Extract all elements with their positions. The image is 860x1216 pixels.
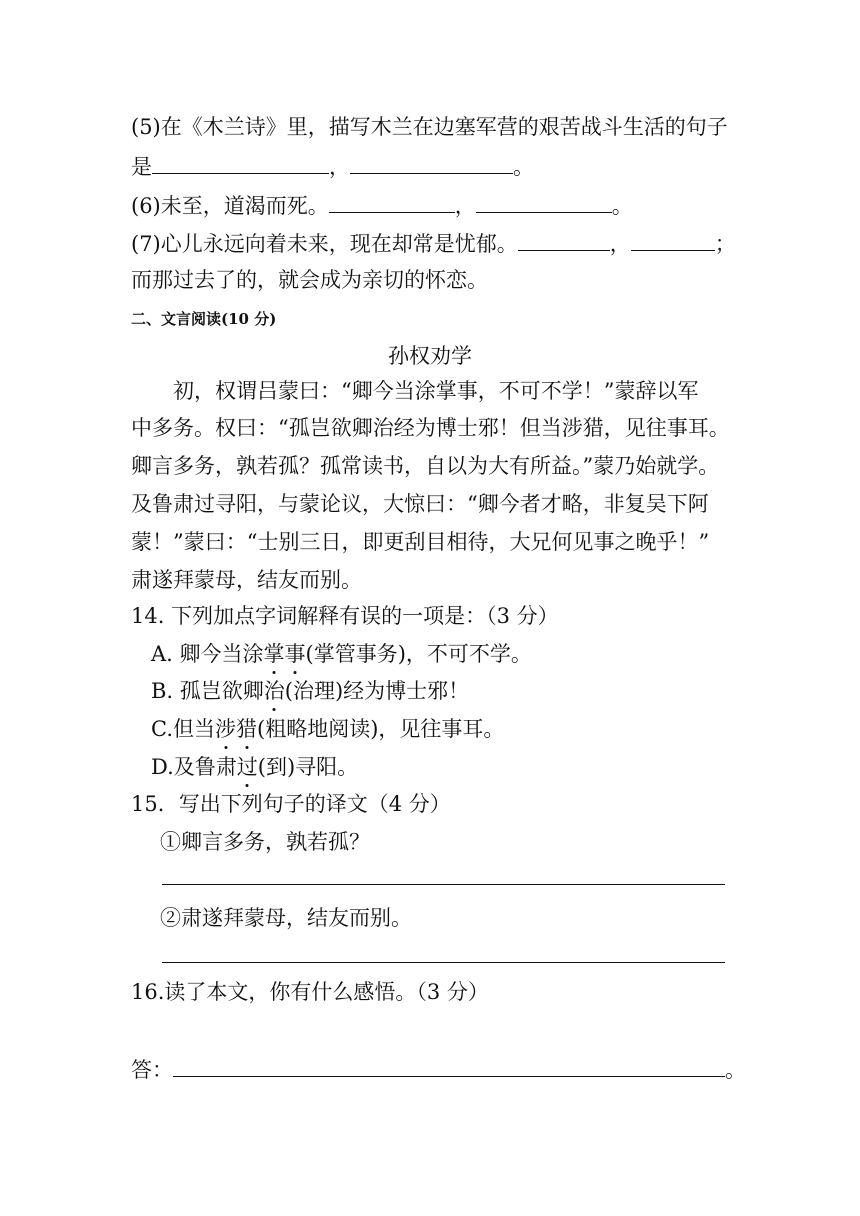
q5-line2 [131, 151, 534, 181]
q14-option-a[interactable] [151, 640, 532, 668]
q16-end: 。 [725, 1058, 746, 1082]
passage-line-6: 肃遂拜蒙母，结友而别。 [131, 568, 362, 592]
passage-line-3: 卿言多务，孰若孤？孤常读书，自以为大有所益。”蒙乃始就学。 [131, 454, 720, 478]
q14-stem: 14. 下列加点字词解释有误的一项是：（3 分） [131, 604, 559, 628]
q5-line1: (5)在《木兰诗》里，描写木兰在边塞军营的艰苦战斗生活的句子 [131, 115, 728, 139]
q5-prefix: 是 [131, 155, 152, 179]
q16-answer-label: 答： [131, 1058, 173, 1082]
q16-answer-blank[interactable] [173, 1054, 725, 1077]
q6-prefix: (6)未至，道渴而死。 [131, 194, 329, 218]
passage-line-5: 蒙！”蒙曰：“士别三日，即更刮目相待，大兄何见事之晚乎！” [131, 530, 710, 554]
q15-sentence-2: ②肃遂拜蒙母，结友而别。 [160, 906, 412, 930]
q14-d-dotted: 过 [236, 755, 258, 779]
q6-blank-2[interactable] [476, 190, 612, 213]
passage-line-4: 及鲁肃过寻阳，与蒙论议，大惊曰：“卿今者才略，非复吴下阿 [131, 492, 709, 516]
q14-option-c[interactable] [151, 715, 504, 743]
q7-line2: 而那过去了的，就会成为亲切的怀恋。 [131, 268, 488, 292]
dot-char: 涉 [215, 717, 236, 741]
q14-b-post: (治理)经为博士邪！ [284, 679, 470, 703]
q7-comma: ， [609, 232, 631, 256]
q15-sentence-1: ①卿言多务，孰若孤？ [160, 830, 370, 854]
q14-c-dotted [215, 717, 257, 741]
q6-end: 。 [611, 194, 633, 218]
dot-char: 掌 [263, 642, 285, 666]
q15-answer-line-2[interactable] [162, 962, 725, 963]
q14-a-dotted [264, 642, 306, 666]
q5-blank-2[interactable] [350, 151, 513, 174]
q14-option-b[interactable] [151, 677, 469, 705]
q7-blank-1[interactable] [518, 228, 610, 251]
q7-blank-2[interactable] [631, 228, 715, 251]
q14-c-pre: C.但当 [151, 717, 215, 741]
q6-blank-1[interactable] [329, 190, 455, 213]
q5-blank-1[interactable] [152, 151, 329, 174]
q14-d-pre: D.及鲁肃 [151, 755, 237, 779]
passage-line-1: 初，权谓吕蒙曰：“卿今当涂掌事，不可不学！”蒙辞以军 [173, 379, 699, 403]
q14-option-d[interactable] [151, 753, 358, 781]
q7-line1 [131, 228, 736, 258]
passage-line-2: 中多务。权曰：“孤岂欲卿治经为博士邪！但当涉猎，见往事耳。 [131, 416, 730, 440]
q14-c-post: (粗略地阅读)，见往事耳。 [257, 717, 505, 741]
q16-stem: 16.读了本文，你有什么感悟。（3 分） [131, 980, 489, 1004]
q14-b-pre: B. 孤岂欲卿 [151, 679, 264, 703]
dot-char: 猎 [236, 717, 257, 741]
q15-answer-line-1[interactable] [162, 884, 725, 885]
q7-semicolon: ； [714, 232, 736, 256]
q14-a-pre: A. 卿今当涂 [151, 642, 264, 666]
q14-d-post: (到)寻阳。 [257, 755, 359, 779]
passage-title: 孙权劝学 [388, 344, 472, 368]
q5-comma: ， [329, 155, 350, 179]
q14-a-post: (掌管事务)，不可不学。 [305, 642, 532, 666]
dot-char: 事 [284, 642, 306, 666]
q6-comma: ， [454, 194, 476, 218]
q6-line [131, 190, 633, 220]
q7-prefix: (7)心儿永远向着未来，现在却常是忧郁。 [131, 232, 518, 256]
q5-end: 。 [513, 155, 534, 179]
q16-answer-row [131, 1054, 746, 1084]
q14-b-dotted: 治 [263, 679, 285, 703]
section-heading: 二、文言阅读(10 分) [131, 310, 277, 328]
q15-stem: 15．写出下列句子的译文（4 分） [131, 792, 451, 816]
